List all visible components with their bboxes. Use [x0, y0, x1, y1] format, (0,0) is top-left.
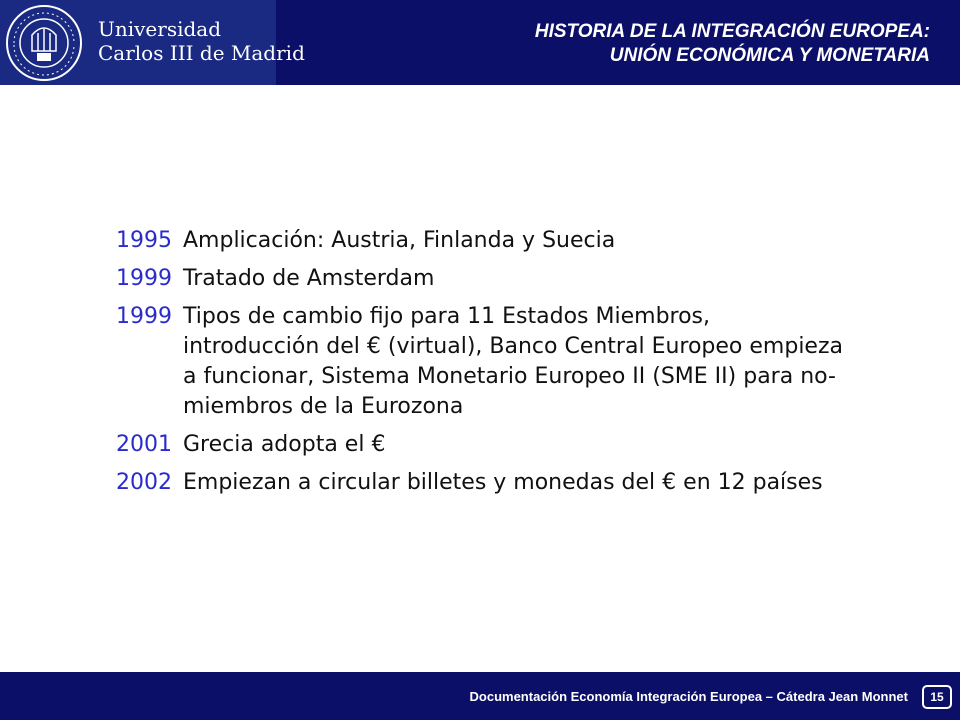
- university-name-line1: Universidad: [98, 17, 222, 41]
- timeline-text: Amplicación: Austria, Finlanda y Suecia: [183, 228, 616, 253]
- timeline-text: Tratado de Amsterdam: [183, 266, 435, 291]
- university-logo[interactable]: [0, 0, 305, 85]
- timeline-list: [116, 226, 876, 506]
- timeline-entry: [116, 430, 876, 460]
- page-title-line1: HISTORIA DE LA INTEGRACIÓN EUROPEA:: [534, 21, 930, 42]
- page-title-line2: UNIÓN ECONÓMICA Y MONETARIA: [609, 45, 930, 66]
- timeline-entry: [116, 302, 876, 422]
- timeline-year: 1999: [116, 266, 172, 291]
- timeline-text: Grecia adopta el €: [183, 432, 386, 457]
- timeline-entry: [116, 468, 876, 498]
- timeline-year: 2002: [116, 470, 172, 495]
- timeline-entry: [116, 264, 876, 294]
- university-name: [98, 17, 305, 65]
- timeline-text: Tipos de cambio fijo para 11 Estados Miembros, introducción del € (virtual), Banco Central Europeo empieza a funcionar, Sistema Monetario Europeo II (SME II) para no-miembros de la Eurozona: [183, 304, 843, 419]
- page-number: 15: [922, 685, 952, 709]
- university-name-line2: Carlos III de Madrid: [98, 41, 305, 65]
- timeline-year: 1995: [116, 228, 172, 253]
- footer-bar: [0, 672, 960, 720]
- timeline-year: 2001: [116, 432, 172, 457]
- timeline-text: Empiezan a circular billetes y monedas del € en 12 países: [183, 470, 823, 495]
- timeline-year: 1999: [116, 304, 172, 329]
- header-bar: [0, 0, 960, 85]
- footer-text: Documentación Economía Integración Europea – Cátedra Jean Monnet: [469, 689, 908, 704]
- page-title: [535, 20, 930, 68]
- university-seal-icon: [4, 3, 84, 83]
- timeline-entry: [116, 226, 876, 256]
